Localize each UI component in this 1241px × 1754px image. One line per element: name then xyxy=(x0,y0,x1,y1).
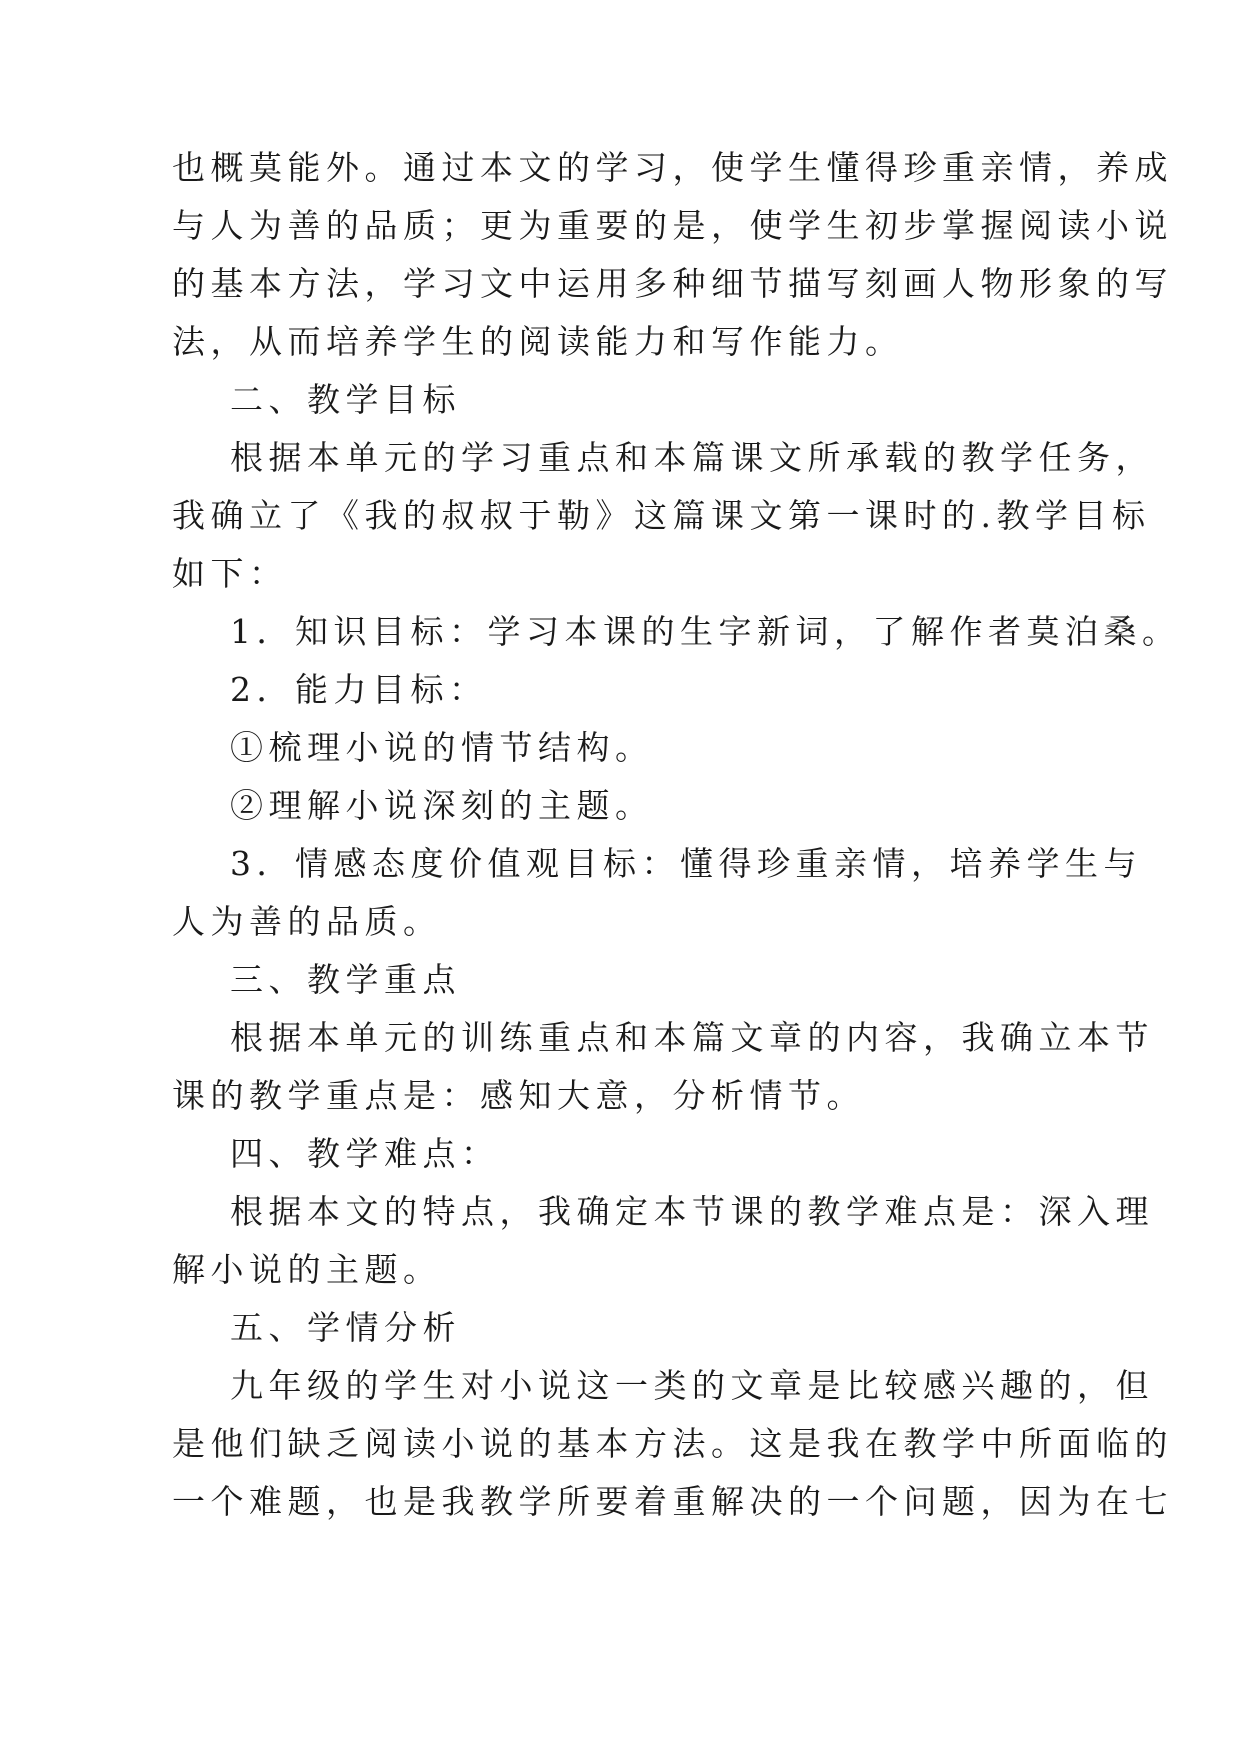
section-heading: 三、教学重点 xyxy=(230,960,461,999)
text-line: 法，从而培养学生的阅读能力和写作能力。 xyxy=(172,322,904,361)
text-line: 如下： xyxy=(172,554,288,593)
text-line: 3．情感态度价值观目标：懂得珍重亲情，培养学生与 xyxy=(230,844,1142,883)
text-line: 课的教学重点是：感知大意，分析情节。 xyxy=(172,1076,865,1115)
text-line: 九年级的学生对小说这一类的文章是比较感兴趣的，但 xyxy=(230,1366,1154,1405)
section-heading: 二、教学目标 xyxy=(230,380,461,419)
text-line: 一个难题，也是我教学所要着重解决的一个问题，因为在七 xyxy=(172,1482,1173,1521)
text-line: 人为善的品质。 xyxy=(172,902,442,941)
text-line: 我确立了《我的叔叔于勒》这篇课文第一课时的.教学目标 xyxy=(172,496,1151,535)
text-line: 根据本单元的训练重点和本篇文章的内容，我确立本节 xyxy=(230,1018,1154,1057)
text-line: 也概莫能外。通过本文的学习，使学生懂得珍重亲情，养成 xyxy=(172,148,1173,187)
text-line: 根据本文的特点，我确定本节课的教学难点是：深入理 xyxy=(230,1192,1154,1231)
text-line: 与人为善的品质；更为重要的是，使学生初步掌握阅读小说 xyxy=(172,206,1173,245)
text-line: 的基本方法，学习文中运用多种细节描写刻画人物形象的写 xyxy=(172,264,1173,303)
section-heading: 四、教学难点： xyxy=(230,1134,500,1173)
text-line: ②理解小说深刻的主题。 xyxy=(230,786,654,825)
text-line: 2．能力目标： xyxy=(230,670,488,709)
text-line: 根据本单元的学习重点和本篇课文所承载的教学任务， xyxy=(230,438,1154,477)
section-heading: 五、学情分析 xyxy=(230,1308,461,1347)
text-line: 1．知识目标：学习本课的生字新词，了解作者莫泊桑。 xyxy=(230,612,1181,651)
text-line: ①梳理小说的情节结构。 xyxy=(230,728,654,767)
text-line: 是他们缺乏阅读小说的基本方法。这是我在教学中所面临的 xyxy=(172,1424,1173,1463)
text-line: 解小说的主题。 xyxy=(172,1250,442,1289)
